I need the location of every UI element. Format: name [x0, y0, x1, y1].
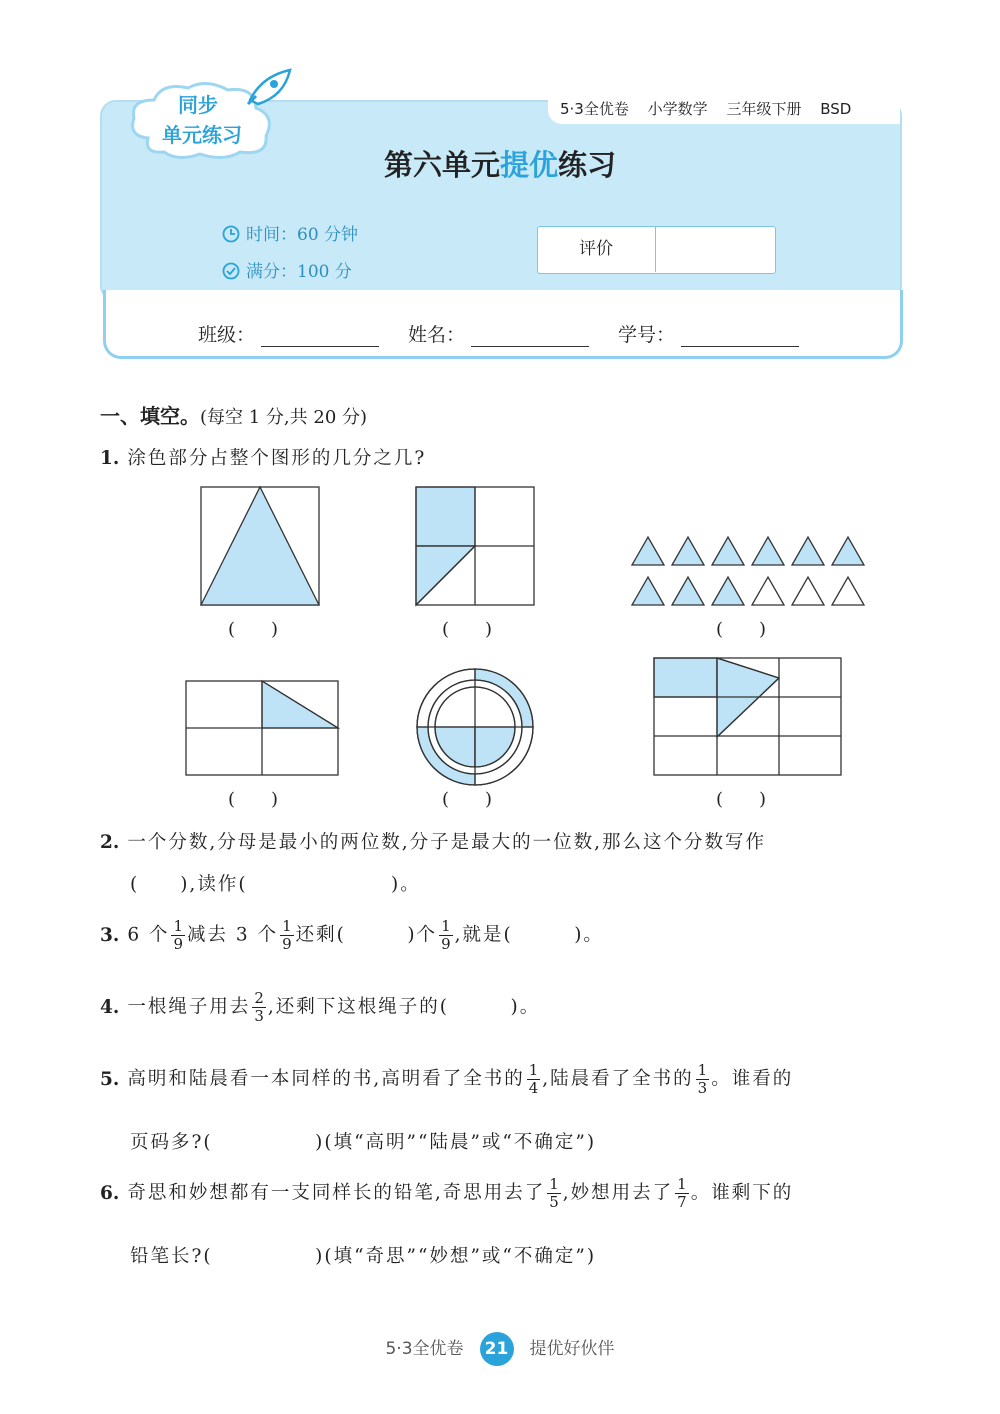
- figure-rectangle-quarters: [186, 681, 338, 775]
- title-highlight: 提优: [499, 148, 558, 182]
- fraction: $\frac{1}{9}$: [173, 917, 184, 953]
- page-number: 21: [480, 1332, 514, 1366]
- answer-blank-fig6[interactable]: ( ): [716, 789, 767, 810]
- footer-slogan: 提优好伙伴: [529, 1339, 615, 1359]
- check-icon: [222, 262, 240, 280]
- meta-series: 5·3全优卷: [560, 100, 629, 118]
- answer-blank-fig1[interactable]: ( ): [228, 619, 279, 640]
- student-id-field[interactable]: 学号：: [618, 320, 799, 347]
- answer-blank-fig3[interactable]: ( ): [716, 619, 767, 640]
- fraction: $\frac{1}{7}$: [677, 1175, 687, 1211]
- footer-series: 5·3全优卷: [385, 1339, 464, 1359]
- badge-line1: 同步: [178, 93, 218, 117]
- answer-blank-fig2[interactable]: ( ): [442, 619, 493, 640]
- question-6: 6. 奇思和妙想都有一支同样长的铅笔,奇思用去了 $\frac{1}{5}$ ,妙想用去了 $\frac{1}{7}$ 。谁剩下的: [100, 1175, 794, 1211]
- badge-line2: 单元练习: [162, 123, 242, 147]
- section-title: 一、填空。(每空 1 分,共 20 分): [100, 404, 368, 428]
- question-5: 5. 高明和陆晨看一本同样的书,高明看了全书的 $\frac{1}{4}$ ,陆晨看了全书的 $\frac{1}{3}$ 。谁看的: [100, 1061, 794, 1097]
- fraction: $\frac{1}{4}$: [528, 1061, 539, 1097]
- meta-grade: 三年级下册: [726, 100, 802, 118]
- question-3: 3. 6 个 $\frac{1}{9}$ 减去 3 个 $\frac{1}{9}$ 还剩( )个 $\frac{1}{9}$ ,就是( )。: [100, 917, 604, 953]
- page-footer: [0, 1332, 1000, 1366]
- evaluation-label: 评价: [537, 226, 656, 272]
- question-2: 2. 一个分数,分母是最小的两位数,分子是最大的一位数,那么这个分数写作: [100, 832, 766, 853]
- fraction: $\frac{1}{9}$: [441, 917, 451, 953]
- clock-icon: [222, 225, 240, 243]
- question-5-line2: 页码多?( )(填“高明”“陆晨”或“不确定”): [130, 1132, 597, 1153]
- figure-quartered-square: [416, 487, 534, 605]
- full-score: 满分：100 分: [222, 257, 352, 282]
- book-meta: [560, 98, 900, 119]
- question-6-line2: 铅笔长?( )(填“奇思”“妙想”或“不确定”): [130, 1246, 597, 1267]
- time-limit: 时间：60 分钟: [222, 220, 358, 245]
- meta-subject: 小学数学: [647, 100, 708, 118]
- answer-blank-fig4[interactable]: ( ): [228, 789, 279, 810]
- page-title: 第六单元提优练习: [383, 148, 617, 182]
- meta-edition: BSD: [820, 100, 852, 118]
- question-2-line2: ( ),读作( )。: [130, 874, 421, 895]
- figure-nine-grid: [654, 658, 841, 775]
- question-1: 1. 涂色部分占整个图形的几分之几?: [100, 448, 427, 469]
- fraction: $\frac{1}{5}$: [549, 1175, 559, 1211]
- figure-triangle-in-square: [201, 487, 319, 605]
- fraction: $\frac{1}{9}$: [282, 917, 292, 953]
- figure-concentric-circles: [417, 669, 533, 785]
- fraction: $\frac{1}{3}$: [697, 1061, 708, 1097]
- answer-blank-fig5[interactable]: ( ): [442, 789, 493, 810]
- name-field[interactable]: 姓名：: [408, 320, 589, 347]
- figure-twelve-triangles: [632, 537, 864, 605]
- class-field[interactable]: 班级：: [198, 320, 379, 347]
- fraction: $\frac{2}{3}$: [254, 989, 264, 1025]
- question-4: 4. 一根绳子用去 $\frac{2}{3}$ ,还剩下这根绳子的( )。: [100, 989, 541, 1025]
- figures-grid: [180, 480, 880, 810]
- rocket-icon: [244, 66, 296, 106]
